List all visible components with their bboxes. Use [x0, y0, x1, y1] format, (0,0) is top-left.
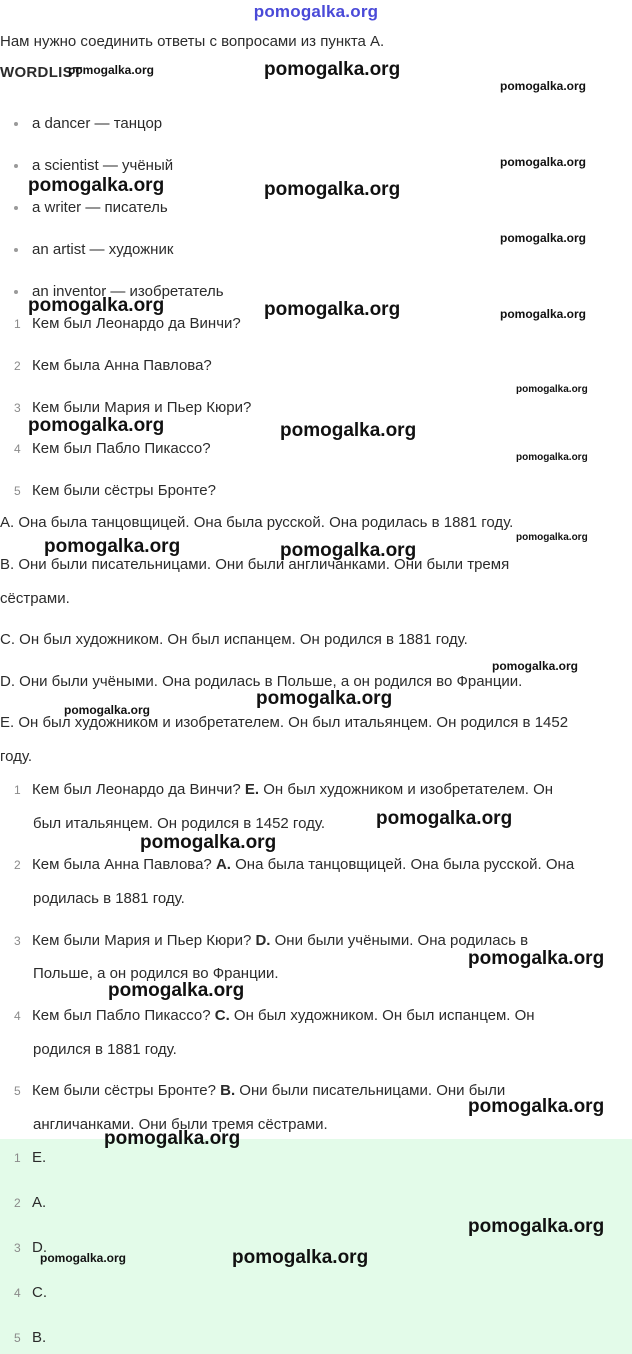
matched-item: 4 Кем был Пабло Пикассо? C. Он был художником. Он был испанцем. Он [14, 1007, 535, 1024]
watermark: pomogalka.org [516, 452, 588, 463]
matched-item-cont: Польше, а он родился во Франции. [33, 965, 279, 982]
wordlist-item: an inventor — изобретатель [14, 283, 224, 300]
matched-item: 2 Кем была Анна Павлова? A. Она была танцовщицей. Она была русской. Она [14, 856, 575, 873]
watermark: pomogalka.org [500, 155, 587, 169]
answer-key-item: 1 E. [14, 1149, 47, 1166]
watermark: pomogalka.org [468, 1096, 605, 1117]
answer-key-item: 3 D. [14, 1239, 47, 1256]
answer-line: году. [0, 748, 33, 765]
watermark: pomogalka.org [28, 295, 165, 316]
answer-line: D. Они были учёными. Она родилась в Польше, а он родился во Франции. [0, 673, 523, 690]
bullet-dot-icon [14, 290, 18, 294]
answer-line: B. Они были писательницами. Они были англичанками. Они были тремя [0, 556, 510, 573]
answer-line: A. Она была танцовщицей. Она была русской. Она родилась в 1881 году. [0, 514, 514, 531]
question-item: 4 Кем был Пабло Пикассо? [14, 440, 211, 457]
watermark: pomogalka.org [28, 175, 165, 196]
watermark: pomogalka.org [108, 980, 245, 1001]
answer-key-item: 2 A. [14, 1194, 47, 1211]
matched-item-cont: англичанками. Они были тремя сёстрами. [33, 1116, 328, 1133]
matched-item-cont: был итальянцем. Он родился в 1452 году. [33, 815, 325, 832]
wordlist-heading: WORDLIST [0, 64, 83, 81]
matched-item: 1 Кем был Леонардо да Винчи? E. Он был художником и изобретателем. Он [14, 781, 554, 798]
watermark: pomogalka.org [264, 59, 401, 80]
answer-key-item: 4 C. [14, 1284, 47, 1301]
watermark: pomogalka.org [256, 688, 393, 709]
answer-key-item: 5 B. [14, 1329, 47, 1346]
matched-item-cont: родилась в 1881 году. [33, 890, 185, 907]
wordlist-item: a dancer — танцор [14, 115, 162, 132]
answer-line: C. Он был художником. Он был испанцем. Он родился в 1881 году. [0, 631, 468, 648]
question-item: 2 Кем была Анна Павлова? [14, 357, 212, 374]
watermark: pomogalka.org [104, 1128, 241, 1149]
watermark: pomogalka.org [44, 536, 181, 557]
watermark: pomogalka.org [28, 415, 165, 436]
watermark: pomogalka.org [500, 307, 587, 321]
watermark: pomogalka.org [280, 540, 417, 561]
watermark: pomogalka.org [68, 63, 155, 77]
wordlist-item: a writer — писатель [14, 199, 168, 216]
matched-item: 5 Кем были сёстры Бронте? B. Они были писательницами. Они были [14, 1082, 506, 1099]
bullet-dot-icon [14, 122, 18, 126]
answer-line: E. Он был художником и изобретателем. Он был итальянцем. Он родился в 1452 [0, 714, 569, 731]
wordlist-item: an artist — художник [14, 241, 173, 258]
watermark: pomogalka.org [468, 1216, 605, 1237]
matched-item-cont: родился в 1881 году. [33, 1041, 177, 1058]
answer-line: сёстрами. [0, 590, 70, 607]
watermark: pomogalka.org [140, 832, 277, 853]
watermark: pomogalka.org [516, 532, 588, 543]
watermark: pomogalka.org [376, 808, 513, 829]
matched-item: 3 Кем были Мария и Пьер Кюри? D. Они были учёными. Она родилась в [14, 932, 529, 949]
watermark: pomogalka.org [280, 420, 417, 441]
intro-text: Нам нужно соединить ответы с вопросами из пункта А. [0, 33, 385, 50]
watermark: pomogalka.org [232, 1247, 369, 1268]
site-header-link[interactable]: pomogalka.org [253, 2, 379, 21]
watermark: pomogalka.org [264, 299, 401, 320]
watermark: pomogalka.org [492, 659, 579, 673]
watermark: pomogalka.org [40, 1251, 127, 1265]
watermark: pomogalka.org [64, 703, 151, 717]
watermark: pomogalka.org [500, 231, 587, 245]
question-item: 3 Кем были Мария и Пьер Кюри? [14, 399, 252, 416]
bullet-dot-icon [14, 164, 18, 168]
question-item: 5 Кем были сёстры Бронте? [14, 482, 216, 499]
bullet-dot-icon [14, 248, 18, 252]
watermark: pomogalka.org [516, 384, 588, 395]
watermark: pomogalka.org [500, 79, 587, 93]
watermark: pomogalka.org [264, 179, 401, 200]
wordlist-item: a scientist — учёный [14, 157, 173, 174]
question-item: 1 Кем был Леонардо да Винчи? [14, 315, 241, 332]
bullet-dot-icon [14, 206, 18, 210]
watermark: pomogalka.org [468, 948, 605, 969]
